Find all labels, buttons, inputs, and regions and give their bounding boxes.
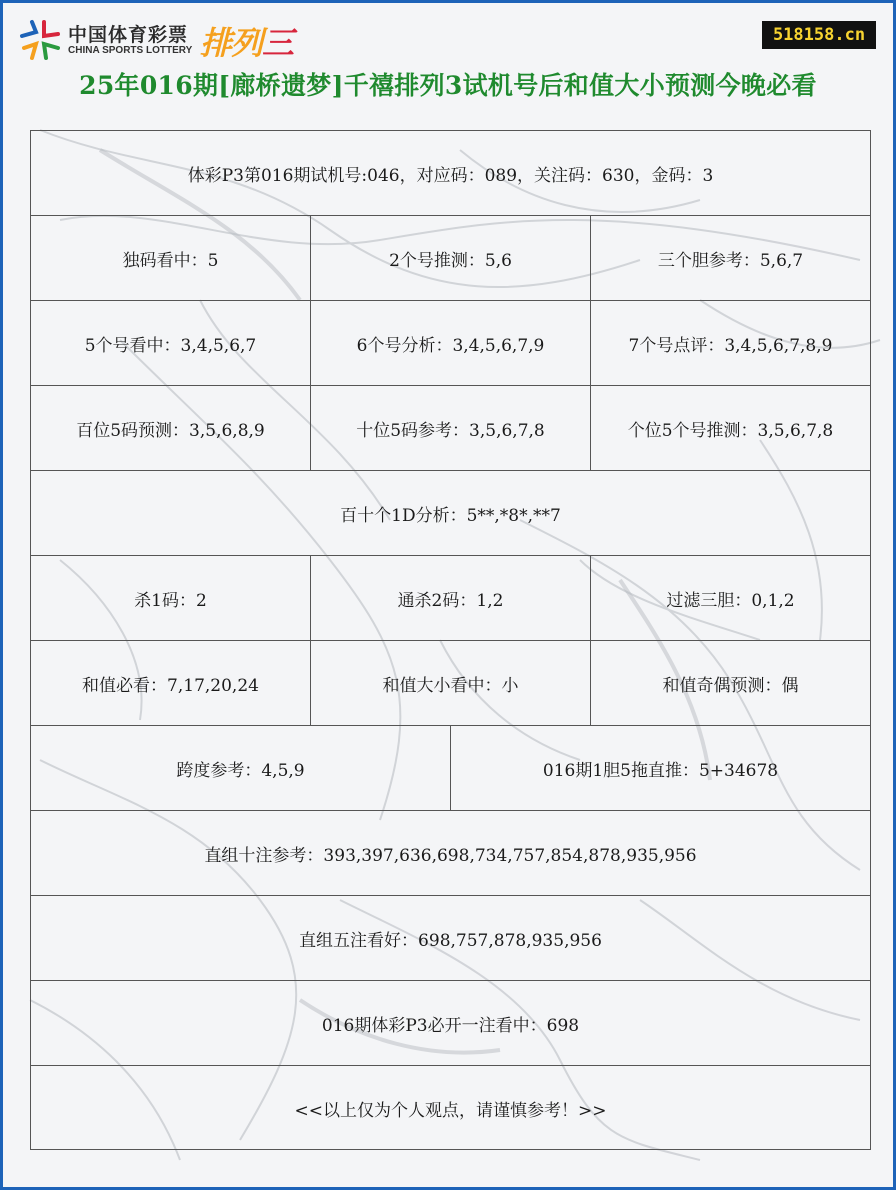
disclaimer: <<以上仅为个人观点，请谨慎参考！>> (294, 1101, 607, 1121)
table-cell: 2个号推测：5,6 (311, 216, 591, 300)
table-row (31, 981, 870, 1066)
table-row (31, 131, 870, 216)
prediction-table (30, 130, 871, 1150)
table-cell: 个位5个号推测：3,5,6,7,8 (627, 420, 834, 441)
page-title: 25年016期[廊桥遗梦]千禧排列3试机号后和值大小预测今晚必看 (79, 71, 817, 100)
table-cell: 杀1码：2 (31, 556, 311, 640)
table-cell: 百位5码预测：3,5,6,8,9 (31, 386, 311, 470)
table-row (31, 301, 870, 386)
table-row (31, 811, 870, 896)
table-cell: 6个号分析：3,4,5,6,7,9 (311, 301, 591, 385)
table-row (31, 726, 870, 811)
logo-game-suffix: 三 (262, 24, 294, 62)
table-cell: 和值大小看中：小 (311, 641, 591, 725)
logo-english-text: CHINA SPORTS LOTTERY (68, 45, 193, 56)
table-cell: 过滤三胆：0,1,2 (666, 590, 795, 611)
table-row (31, 556, 870, 641)
lottery-logo (18, 18, 318, 62)
table-row (31, 641, 870, 726)
table-cell: 直组十注参考：393,397,636,698,734,757,854,878,935,956 (204, 845, 697, 866)
table-cell: 5个号看中：3,4,5,6,7 (31, 301, 311, 385)
site-badge[interactable]: 518158.cn (762, 21, 876, 49)
table-cell: 通杀2码：1,2 (311, 556, 591, 640)
logo-game-name (200, 18, 293, 64)
table-cell: 7个号点评：3,4,5,6,7,8,9 (628, 335, 833, 356)
table-cell: 跨度参考：4,5,9 (31, 726, 451, 810)
table-cell: 016期1胆5拖直推：5+34678 (542, 760, 779, 781)
table-cell: 和值必看：7,17,20,24 (31, 641, 311, 725)
logo-chinese-text: 中国体育彩票 (68, 24, 189, 46)
header (0, 0, 896, 110)
table-cell: 三个胆参考：5,6,7 (657, 250, 804, 271)
table-cell: 016期体彩P3必开一注看中：698 (321, 1015, 580, 1036)
table-row (31, 386, 870, 471)
table-cell: 直组五注看好：698,757,878,935,956 (299, 930, 602, 951)
lottery-star-icon (18, 18, 62, 62)
table-cell: 百十个1D分析：5**,*8*,**7 (340, 505, 561, 526)
table-row (31, 216, 870, 301)
table-row (31, 471, 870, 556)
table-cell: 和值奇偶预测：偶 (662, 675, 799, 696)
table-row (31, 896, 870, 981)
table-cell: 独码看中：5 (31, 216, 311, 300)
logo-game-main: 排列 (200, 24, 263, 62)
table-cell: 体彩P3第016期试机号:046，对应码：089，关注码：630，金码：3 (187, 165, 714, 186)
table-row (31, 1066, 870, 1151)
table-cell: 十位5码参考：3,5,6,7,8 (311, 386, 591, 470)
